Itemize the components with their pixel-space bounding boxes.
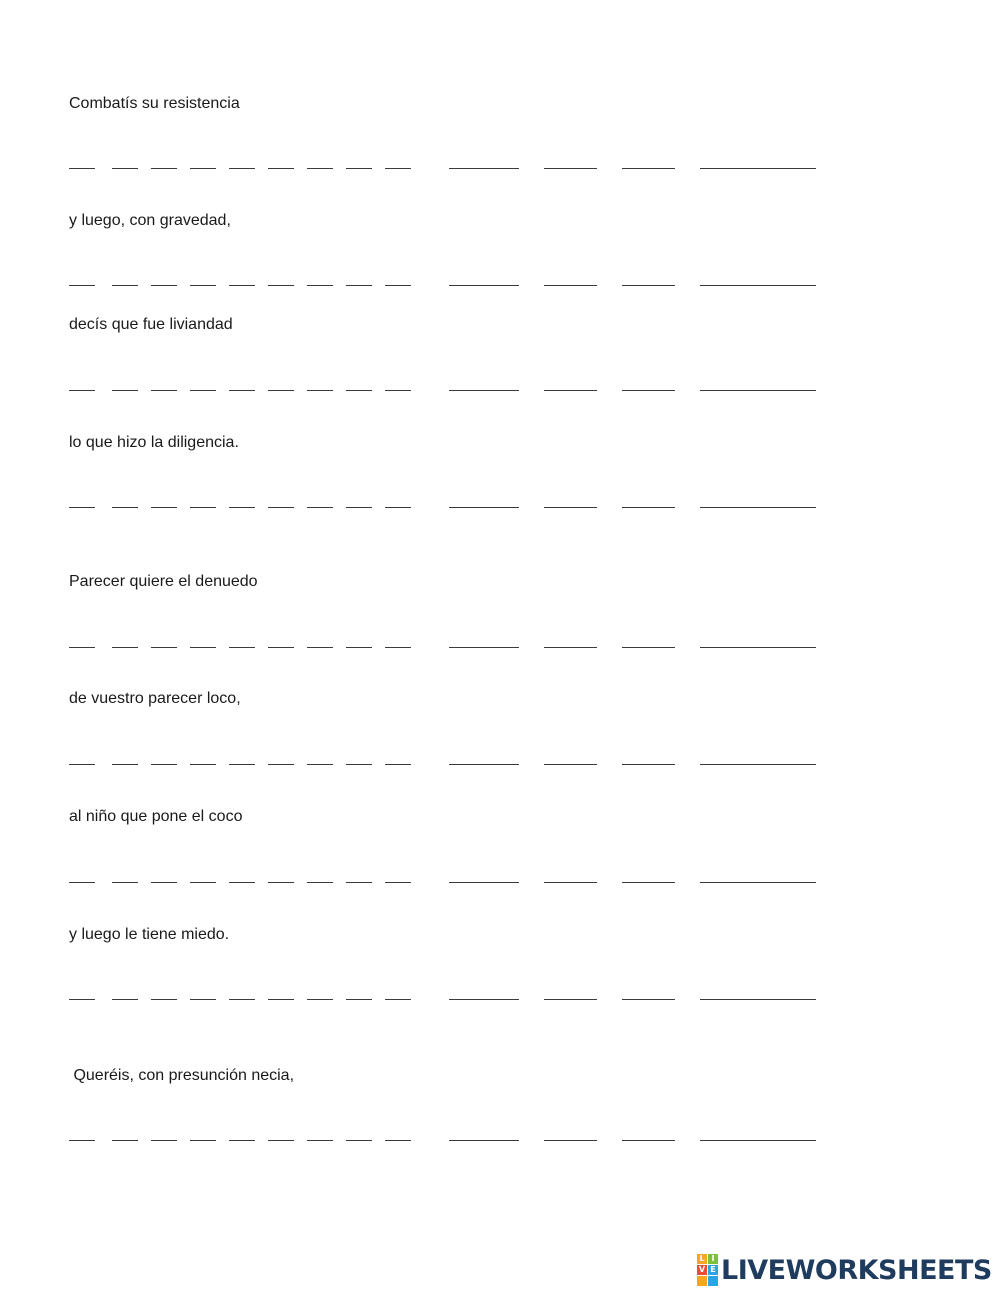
syllable-blank[interactable] <box>385 507 411 508</box>
logo-block <box>697 1276 707 1286</box>
liveworksheets-logo-icon <box>697 1254 718 1286</box>
syllable-blank[interactable] <box>385 882 411 883</box>
syllable-blank[interactable] <box>112 1140 138 1141</box>
syllable-blank[interactable] <box>229 168 255 169</box>
answer-blank[interactable] <box>622 168 675 169</box>
answer-blank[interactable] <box>622 285 675 286</box>
liveworksheets-logo <box>697 1254 992 1286</box>
syllable-blank[interactable] <box>307 647 333 648</box>
syllable-blank[interactable] <box>307 168 333 169</box>
verse-line: y luego le tiene miedo. <box>69 926 230 943</box>
syllable-blank[interactable] <box>385 999 411 1000</box>
answer-blank[interactable] <box>622 390 675 391</box>
syllable-blank[interactable] <box>112 764 138 765</box>
syllable-blank[interactable] <box>69 882 95 883</box>
answer-blanks-row <box>69 637 829 649</box>
answer-blank[interactable] <box>622 1140 675 1141</box>
answer-blank[interactable] <box>622 999 675 1000</box>
syllable-blank[interactable] <box>69 999 95 1000</box>
syllable-blank[interactable] <box>346 1140 372 1141</box>
verse-line: Combatís su resistencia <box>69 95 240 112</box>
answer-blank[interactable] <box>700 1140 816 1141</box>
verse-line: lo que hizo la diligencia. <box>69 434 239 451</box>
logo-text: LIVEWORKSHEETS <box>721 1254 992 1286</box>
syllable-blank[interactable] <box>112 390 138 391</box>
syllable-blank[interactable] <box>229 882 255 883</box>
syllable-blank[interactable] <box>190 168 216 169</box>
syllable-blank[interactable] <box>151 999 177 1000</box>
answer-blank[interactable] <box>622 764 675 765</box>
syllable-blank[interactable] <box>268 285 294 286</box>
syllable-blank[interactable] <box>190 647 216 648</box>
syllable-blank[interactable] <box>112 647 138 648</box>
syllable-blank[interactable] <box>69 647 95 648</box>
syllable-blank[interactable] <box>190 1140 216 1141</box>
syllable-blank[interactable] <box>385 647 411 648</box>
answer-blank[interactable] <box>544 285 597 286</box>
syllable-blank[interactable] <box>385 390 411 391</box>
syllable-blank[interactable] <box>151 1140 177 1141</box>
answer-blanks-row <box>69 754 829 766</box>
syllable-blank[interactable] <box>112 285 138 286</box>
answer-blank[interactable] <box>544 764 597 765</box>
syllable-blank[interactable] <box>268 999 294 1000</box>
syllable-blank[interactable] <box>385 1140 411 1141</box>
logo-block-v: V <box>698 1265 706 1274</box>
syllable-blank[interactable] <box>69 168 95 169</box>
syllable-blank[interactable] <box>268 168 294 169</box>
logo-block-i: I <box>708 1254 718 1264</box>
syllable-blank[interactable] <box>307 999 333 1000</box>
answer-blank[interactable] <box>449 1140 519 1141</box>
syllable-blank[interactable] <box>229 764 255 765</box>
logo-block <box>708 1276 718 1286</box>
syllable-blank[interactable] <box>190 507 216 508</box>
syllable-blank[interactable] <box>346 168 372 169</box>
syllable-blank[interactable] <box>151 390 177 391</box>
syllable-blank[interactable] <box>112 507 138 508</box>
syllable-blank[interactable] <box>268 390 294 391</box>
verse-line: Parecer quiere el denuedo <box>69 573 258 590</box>
answer-blank[interactable] <box>544 999 597 1000</box>
answer-blank[interactable] <box>700 882 816 883</box>
syllable-blank[interactable] <box>268 1140 294 1141</box>
syllable-blank[interactable] <box>69 285 95 286</box>
syllable-blank[interactable] <box>307 882 333 883</box>
answer-blank[interactable] <box>700 999 816 1000</box>
answer-blank[interactable] <box>544 390 597 391</box>
syllable-blank[interactable] <box>69 764 95 765</box>
answer-blank[interactable] <box>449 285 519 286</box>
answer-blank[interactable] <box>700 390 816 391</box>
logo-block-l: L <box>697 1254 707 1264</box>
syllable-blank[interactable] <box>229 507 255 508</box>
syllable-blank[interactable] <box>346 999 372 1000</box>
syllable-blank[interactable] <box>229 390 255 391</box>
syllable-blank[interactable] <box>346 764 372 765</box>
syllable-blank[interactable] <box>385 285 411 286</box>
answer-blank[interactable] <box>700 647 816 648</box>
answer-blank[interactable] <box>544 882 597 883</box>
verse-line: Queréis, con presunción necia, <box>69 1067 295 1084</box>
syllable-blank[interactable] <box>190 390 216 391</box>
syllable-blank[interactable] <box>112 882 138 883</box>
syllable-blank[interactable] <box>112 999 138 1000</box>
answer-blank[interactable] <box>449 882 519 883</box>
verse-line: al niño que pone el coco <box>69 808 243 825</box>
answer-blank[interactable] <box>622 507 675 508</box>
answer-blank[interactable] <box>449 507 519 508</box>
syllable-blank[interactable] <box>385 168 411 169</box>
syllable-blank[interactable] <box>112 168 138 169</box>
syllable-blank[interactable] <box>307 764 333 765</box>
answer-blank[interactable] <box>449 168 519 169</box>
answer-blanks-row <box>69 380 829 392</box>
syllable-blank[interactable] <box>151 507 177 508</box>
answer-blank[interactable] <box>700 764 816 765</box>
answer-blanks-row <box>69 1130 829 1142</box>
syllable-blank[interactable] <box>190 764 216 765</box>
syllable-blank[interactable] <box>151 285 177 286</box>
syllable-blank[interactable] <box>69 390 95 391</box>
syllable-blank[interactable] <box>229 285 255 286</box>
answer-blanks-row <box>69 872 829 884</box>
answer-blank[interactable] <box>449 764 519 765</box>
syllable-blank[interactable] <box>190 882 216 883</box>
syllable-blank[interactable] <box>307 507 333 508</box>
answer-blanks-row <box>69 497 829 509</box>
syllable-blank[interactable] <box>151 647 177 648</box>
syllable-blank[interactable] <box>69 1140 95 1141</box>
syllable-blank[interactable] <box>151 764 177 765</box>
syllable-blank[interactable] <box>307 285 333 286</box>
syllable-blank[interactable] <box>346 647 372 648</box>
syllable-blank[interactable] <box>190 999 216 1000</box>
syllable-blank[interactable] <box>229 999 255 1000</box>
answer-blank[interactable] <box>449 390 519 391</box>
verse-line: decís que fue liviandad <box>69 316 233 333</box>
syllable-blank[interactable] <box>346 285 372 286</box>
syllable-blank[interactable] <box>268 882 294 883</box>
answer-blanks-row <box>69 158 829 170</box>
syllable-blank[interactable] <box>307 390 333 391</box>
answer-blank[interactable] <box>700 507 816 508</box>
syllable-blank[interactable] <box>151 168 177 169</box>
answer-blank[interactable] <box>544 1140 597 1141</box>
syllable-blank[interactable] <box>229 1140 255 1141</box>
answer-blank[interactable] <box>544 647 597 648</box>
answer-blank[interactable] <box>700 285 816 286</box>
syllable-blank[interactable] <box>385 764 411 765</box>
syllable-blank[interactable] <box>190 285 216 286</box>
answer-blank[interactable] <box>449 999 519 1000</box>
syllable-blank[interactable] <box>229 647 255 648</box>
syllable-blank[interactable] <box>151 882 177 883</box>
answer-blank[interactable] <box>622 647 675 648</box>
answer-blank[interactable] <box>700 168 816 169</box>
verse-line: de vuestro parecer loco, <box>69 690 241 707</box>
answer-blank[interactable] <box>544 168 597 169</box>
verse-line: y luego, con gravedad, <box>69 212 231 229</box>
answer-blank[interactable] <box>449 647 519 648</box>
syllable-blank[interactable] <box>346 507 372 508</box>
syllable-blank[interactable] <box>268 507 294 508</box>
syllable-blank[interactable] <box>307 1140 333 1141</box>
syllable-blank[interactable] <box>69 507 95 508</box>
syllable-blank[interactable] <box>268 647 294 648</box>
syllable-blank[interactable] <box>268 764 294 765</box>
answer-blank[interactable] <box>544 507 597 508</box>
answer-blanks-row <box>69 275 829 287</box>
answer-blanks-row <box>69 989 829 1001</box>
answer-blank[interactable] <box>622 882 675 883</box>
logo-block-e: E <box>708 1265 718 1275</box>
syllable-blank[interactable] <box>346 390 372 391</box>
syllable-blank[interactable] <box>346 882 372 883</box>
